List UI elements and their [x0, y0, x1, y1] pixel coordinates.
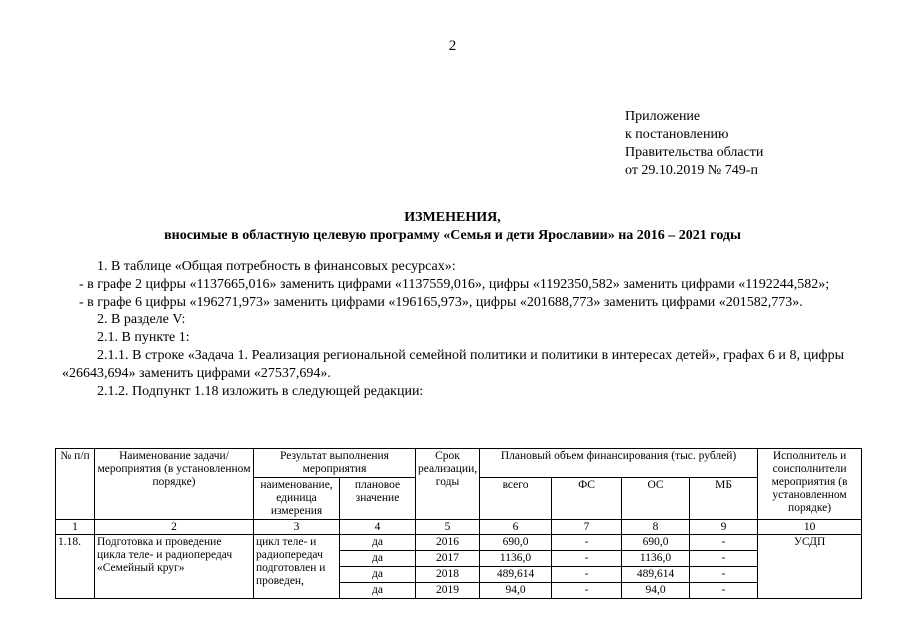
- column-number: 8: [622, 520, 690, 535]
- row-year: 2018: [416, 567, 480, 583]
- row-number: 1.18.: [56, 535, 95, 599]
- paragraph: 2.1.2. Подпункт 1.18 изложить в следующей редакции:: [97, 383, 424, 399]
- header-mb: МБ: [690, 478, 758, 520]
- row-plan: да: [340, 535, 416, 551]
- appendix-line: Правительства области: [625, 145, 764, 160]
- row-fs: -: [552, 583, 622, 599]
- column-number: 5: [416, 520, 480, 535]
- row-plan: да: [340, 583, 416, 599]
- row-mb: -: [690, 567, 758, 583]
- program-table: [55, 448, 862, 599]
- row-os: 1136,0: [622, 551, 690, 567]
- row-total: 94,0: [480, 583, 552, 599]
- column-number-row: [56, 520, 862, 535]
- header-term: Срок реализации, годы: [416, 449, 480, 520]
- row-total: 690,0: [480, 535, 552, 551]
- row-mb: -: [690, 535, 758, 551]
- row-plan: да: [340, 567, 416, 583]
- row-name: Подготовка и проведение цикла теле- и радиопередач «Семейный круг»: [95, 535, 254, 599]
- column-number: 4: [340, 520, 416, 535]
- paragraph: 2. В разделе V:: [97, 312, 186, 328]
- page-number: 2: [448, 38, 457, 54]
- row-os: 94,0: [622, 583, 690, 599]
- row-year: 2019: [416, 583, 480, 599]
- header-os: ОС: [622, 478, 690, 520]
- row-year: 2017: [416, 551, 480, 567]
- header-fs: ФС: [552, 478, 622, 520]
- column-number: 6: [480, 520, 552, 535]
- row-mb: -: [690, 551, 758, 567]
- header-result-plan: плановое значение: [340, 478, 416, 520]
- paragraph: 1. В таблице «Общая потребность в финансовых ресурсах»:: [97, 259, 456, 274]
- table-row: [56, 535, 862, 551]
- row-year: 2016: [416, 535, 480, 551]
- column-number: 9: [690, 520, 758, 535]
- paragraph: - в графе 2 цифры «1137665,016» заменить цифрами «1137559,016», цифры «1192350,582» заменить цифрами «1192244,582»;: [79, 276, 830, 292]
- row-plan: да: [340, 551, 416, 567]
- header-finance: Плановый объем финансирования (тыс. рублей): [480, 449, 758, 478]
- column-number: 3: [254, 520, 340, 535]
- header-name: Наименование задачи/мероприятия (в установленном порядке): [95, 449, 254, 520]
- header-total: всего: [480, 478, 552, 520]
- header-num: № п/п: [56, 449, 95, 520]
- header-result-name: наименование, единица измерения: [254, 478, 340, 520]
- paragraph: 2.1. В пункте 1:: [97, 330, 190, 346]
- row-mb: -: [690, 583, 758, 599]
- column-number: 7: [552, 520, 622, 535]
- row-fs: -: [552, 535, 622, 551]
- appendix-block: [625, 108, 763, 180]
- row-result-name: цикл теле- и радиопередач подготовлен и проведен,: [254, 535, 340, 599]
- row-total: 489,614: [480, 567, 552, 583]
- document-subtitle: вносимые в областную целевую программу «Семья и дети Ярославии» на 2016 – 2021 годы: [164, 228, 741, 243]
- row-os: 690,0: [622, 535, 690, 551]
- paragraph: - в графе 6 цифры «196271,973» заменить цифрами «196165,973», цифры «201688,773» заменить цифрами «201582,773».: [79, 294, 803, 310]
- row-os: 489,614: [622, 567, 690, 583]
- column-number: 2: [95, 520, 254, 535]
- row-executor: УСДП: [758, 535, 862, 599]
- appendix-line: к постановлению: [625, 127, 729, 142]
- appendix-line: Приложение: [625, 109, 701, 124]
- document-title: ИЗМЕНЕНИЯ,: [404, 210, 501, 225]
- column-number: 10: [758, 520, 862, 535]
- row-total: 1136,0: [480, 551, 552, 567]
- row-fs: -: [552, 567, 622, 583]
- column-number: 1: [56, 520, 95, 535]
- paragraph: 2.1.1. В строке «Задача 1. Реализация региональной семейной политики и политики в интересах детей», графах 6 и 8, цифры «26643,694» заменить цифрами «27537,694».: [62, 347, 844, 381]
- document-body: [62, 258, 844, 400]
- appendix-line: от 29.10.2019 № 749-п: [625, 163, 758, 178]
- header-executor: Исполнитель и соисполнители мероприятия (в установленном порядке): [758, 449, 862, 520]
- row-fs: -: [552, 551, 622, 567]
- header-result: Результат выполнения мероприятия: [254, 449, 416, 478]
